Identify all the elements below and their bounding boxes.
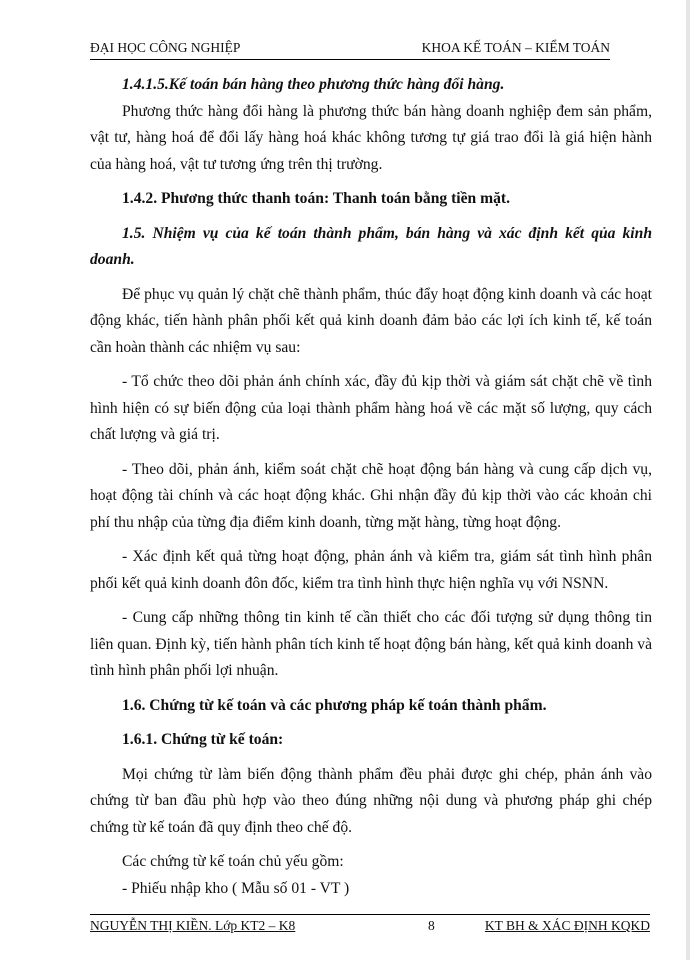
page-edge-shadow <box>686 0 690 960</box>
heading-1-6-1: 1.6.1. Chứng từ kế toán: <box>122 731 284 748</box>
footer-author: NGUYỄN THỊ KIỀN. Lớp KT2 – K8 <box>90 918 296 933</box>
header-university: ĐẠI HỌC CÔNG NGHIỆP <box>90 40 241 55</box>
list-item: - Phiếu nhập kho ( Mẫu số 01 - VT ) <box>122 879 350 897</box>
footer-rule <box>90 914 650 915</box>
list-item: - Cung cấp những thông tin kinh tế cần thiết cho các đối tượng sử dụng thông tin liên quan. Định kỳ, tiến hành phân tích kinh tế hoạt động bán hàng, kết quả kinh doanh và tình hình phân phối lợi nhuận. <box>90 609 652 679</box>
page-header <box>90 40 610 60</box>
paragraph: Để phục vụ quản lý chặt chẽ thành phẩm, thúc đẩy hoạt động kinh doanh và các hoạt động khác, tiến hành phân phối kết quả kinh doanh đảm bảo các lợi ích kinh tế, kế toán cần hoàn thành các nhiệm vụ sau: <box>90 285 652 356</box>
page-footer <box>90 918 650 938</box>
heading-1-4-1-5: 1.4.1.5.Kế toán bán hàng theo phương thức hàng đổi hàng. <box>122 76 505 93</box>
header-faculty: KHOA KẾ TOÁN – KIỂM TOÁN <box>421 40 610 55</box>
list-item: - Xác định kết quả từng hoạt động, phản ánh và kiểm tra, giám sát tình hình phân phối kết quả kinh doanh đôn đốc, kiểm tra tình hình thực hiện nghĩa vụ với NSNN. <box>90 548 652 592</box>
header-rule <box>90 59 610 60</box>
list-item: - Theo dõi, phản ánh, kiểm soát chặt chẽ hoạt động bán hàng và cung cấp dịch vụ, hoạt động tài chính và các hoạt động khác. Ghi nhận đầy đủ kịp thời vào các khoản chi phí thu nhập của từng địa điểm kinh doanh, từng mặt hàng, từng hoạt động. <box>90 460 652 531</box>
heading-1-6: 1.6. Chứng từ kế toán và các phương pháp kế toán thành phẩm. <box>122 696 547 714</box>
heading-1-5: 1.5. Nhiệm vụ của kế toán thành phẩm, bán hàng và xác định kết qủa kinh doanh. <box>90 224 652 268</box>
heading-1-4-2: 1.4.2. Phương thức thanh toán: Thanh toán bằng tiền mặt. <box>122 190 510 207</box>
paragraph: Mọi chứng từ làm biến động thành phẩm đều phải được ghi chép, phản ánh vào chứng từ ban đầu phù hợp vào theo đúng những nội dung và phương pháp ghi chép chứng từ kế toán đã quy định theo chế độ. <box>90 765 652 836</box>
list-item: - Tổ chức theo dõi phản ánh chính xác, đầy đủ kịp thời và giám sát chặt chẽ về tình hình hiện có sự biến động của loại thành phẩm hàng hoá về các mặt số lượng, quy cách chất lượng và giá trị. <box>90 373 652 443</box>
page-number: 8 <box>428 918 435 933</box>
document-body <box>90 72 652 902</box>
paragraph: Các chứng từ kế toán chủ yếu gồm: <box>122 853 344 870</box>
footer-topic: KT BH & XÁC ĐỊNH KQKD <box>484 918 650 933</box>
paragraph: Phương thức hàng đổi hàng là phương thức bán hàng doanh nghiệp đem sản phẩm, vật tư, hàng hoá để đổi lấy hàng hoá khác không tương tự giá trao đổi là giá hiện hành của hàng hoá, vật tư tương ứng trên thị trường. <box>90 102 652 173</box>
